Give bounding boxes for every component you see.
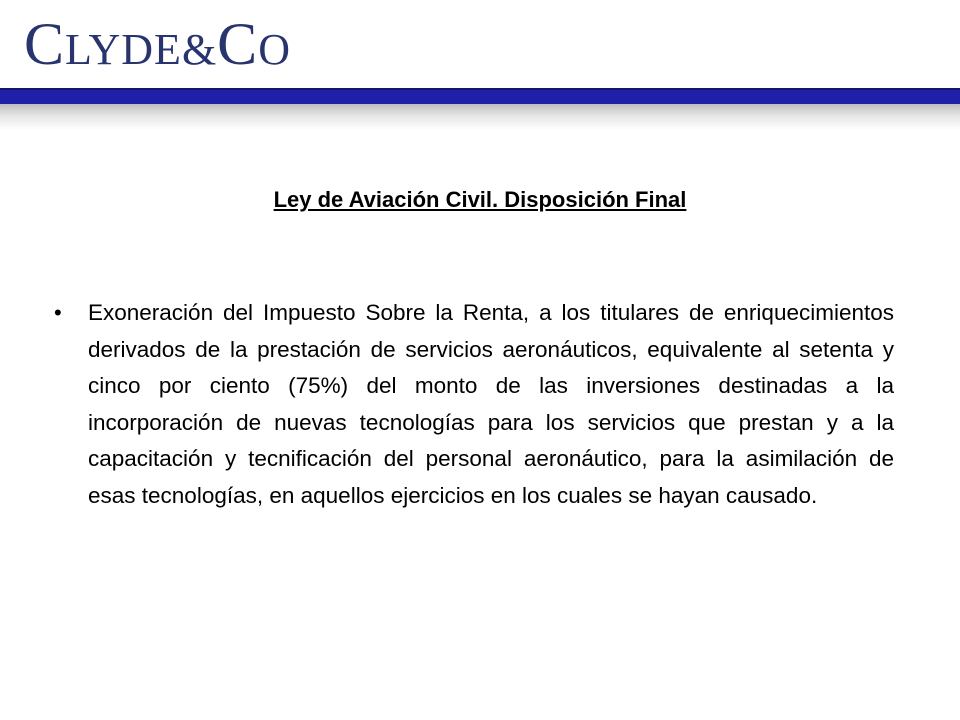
logo-text-lyde: LYDE — [65, 25, 182, 74]
bullet-text: Exoneración del Impuesto Sobre la Renta, a los titulares de enriquecimientos derivados de la prestación de servicios aeronáuticos, equivalente al setenta y cinco por ciento (75%) del monto de las inversiones destinadas a la incorporación de nuevas tecnologías para los servicios que prestan y a la capacitación y tecnificación del personal aeronáutico, para la asimilación de esas tecnologías, en aquellos ejercicios en los cuales se hayan causado. — [88, 300, 894, 508]
logo-text-o: O — [258, 25, 291, 74]
logo-letter-c: C — [24, 11, 66, 77]
logo-letter-c-second: C — [217, 11, 259, 77]
bullet-item — [54, 295, 894, 514]
logo-ampersand: & — [181, 25, 218, 74]
header-bar — [0, 88, 960, 104]
slide-title: Ley de Aviación Civil. Disposición Final — [273, 187, 687, 212]
clyde-co-logo — [24, 11, 291, 77]
header-shadow — [0, 104, 960, 130]
bullet-marker: • — [54, 300, 62, 325]
